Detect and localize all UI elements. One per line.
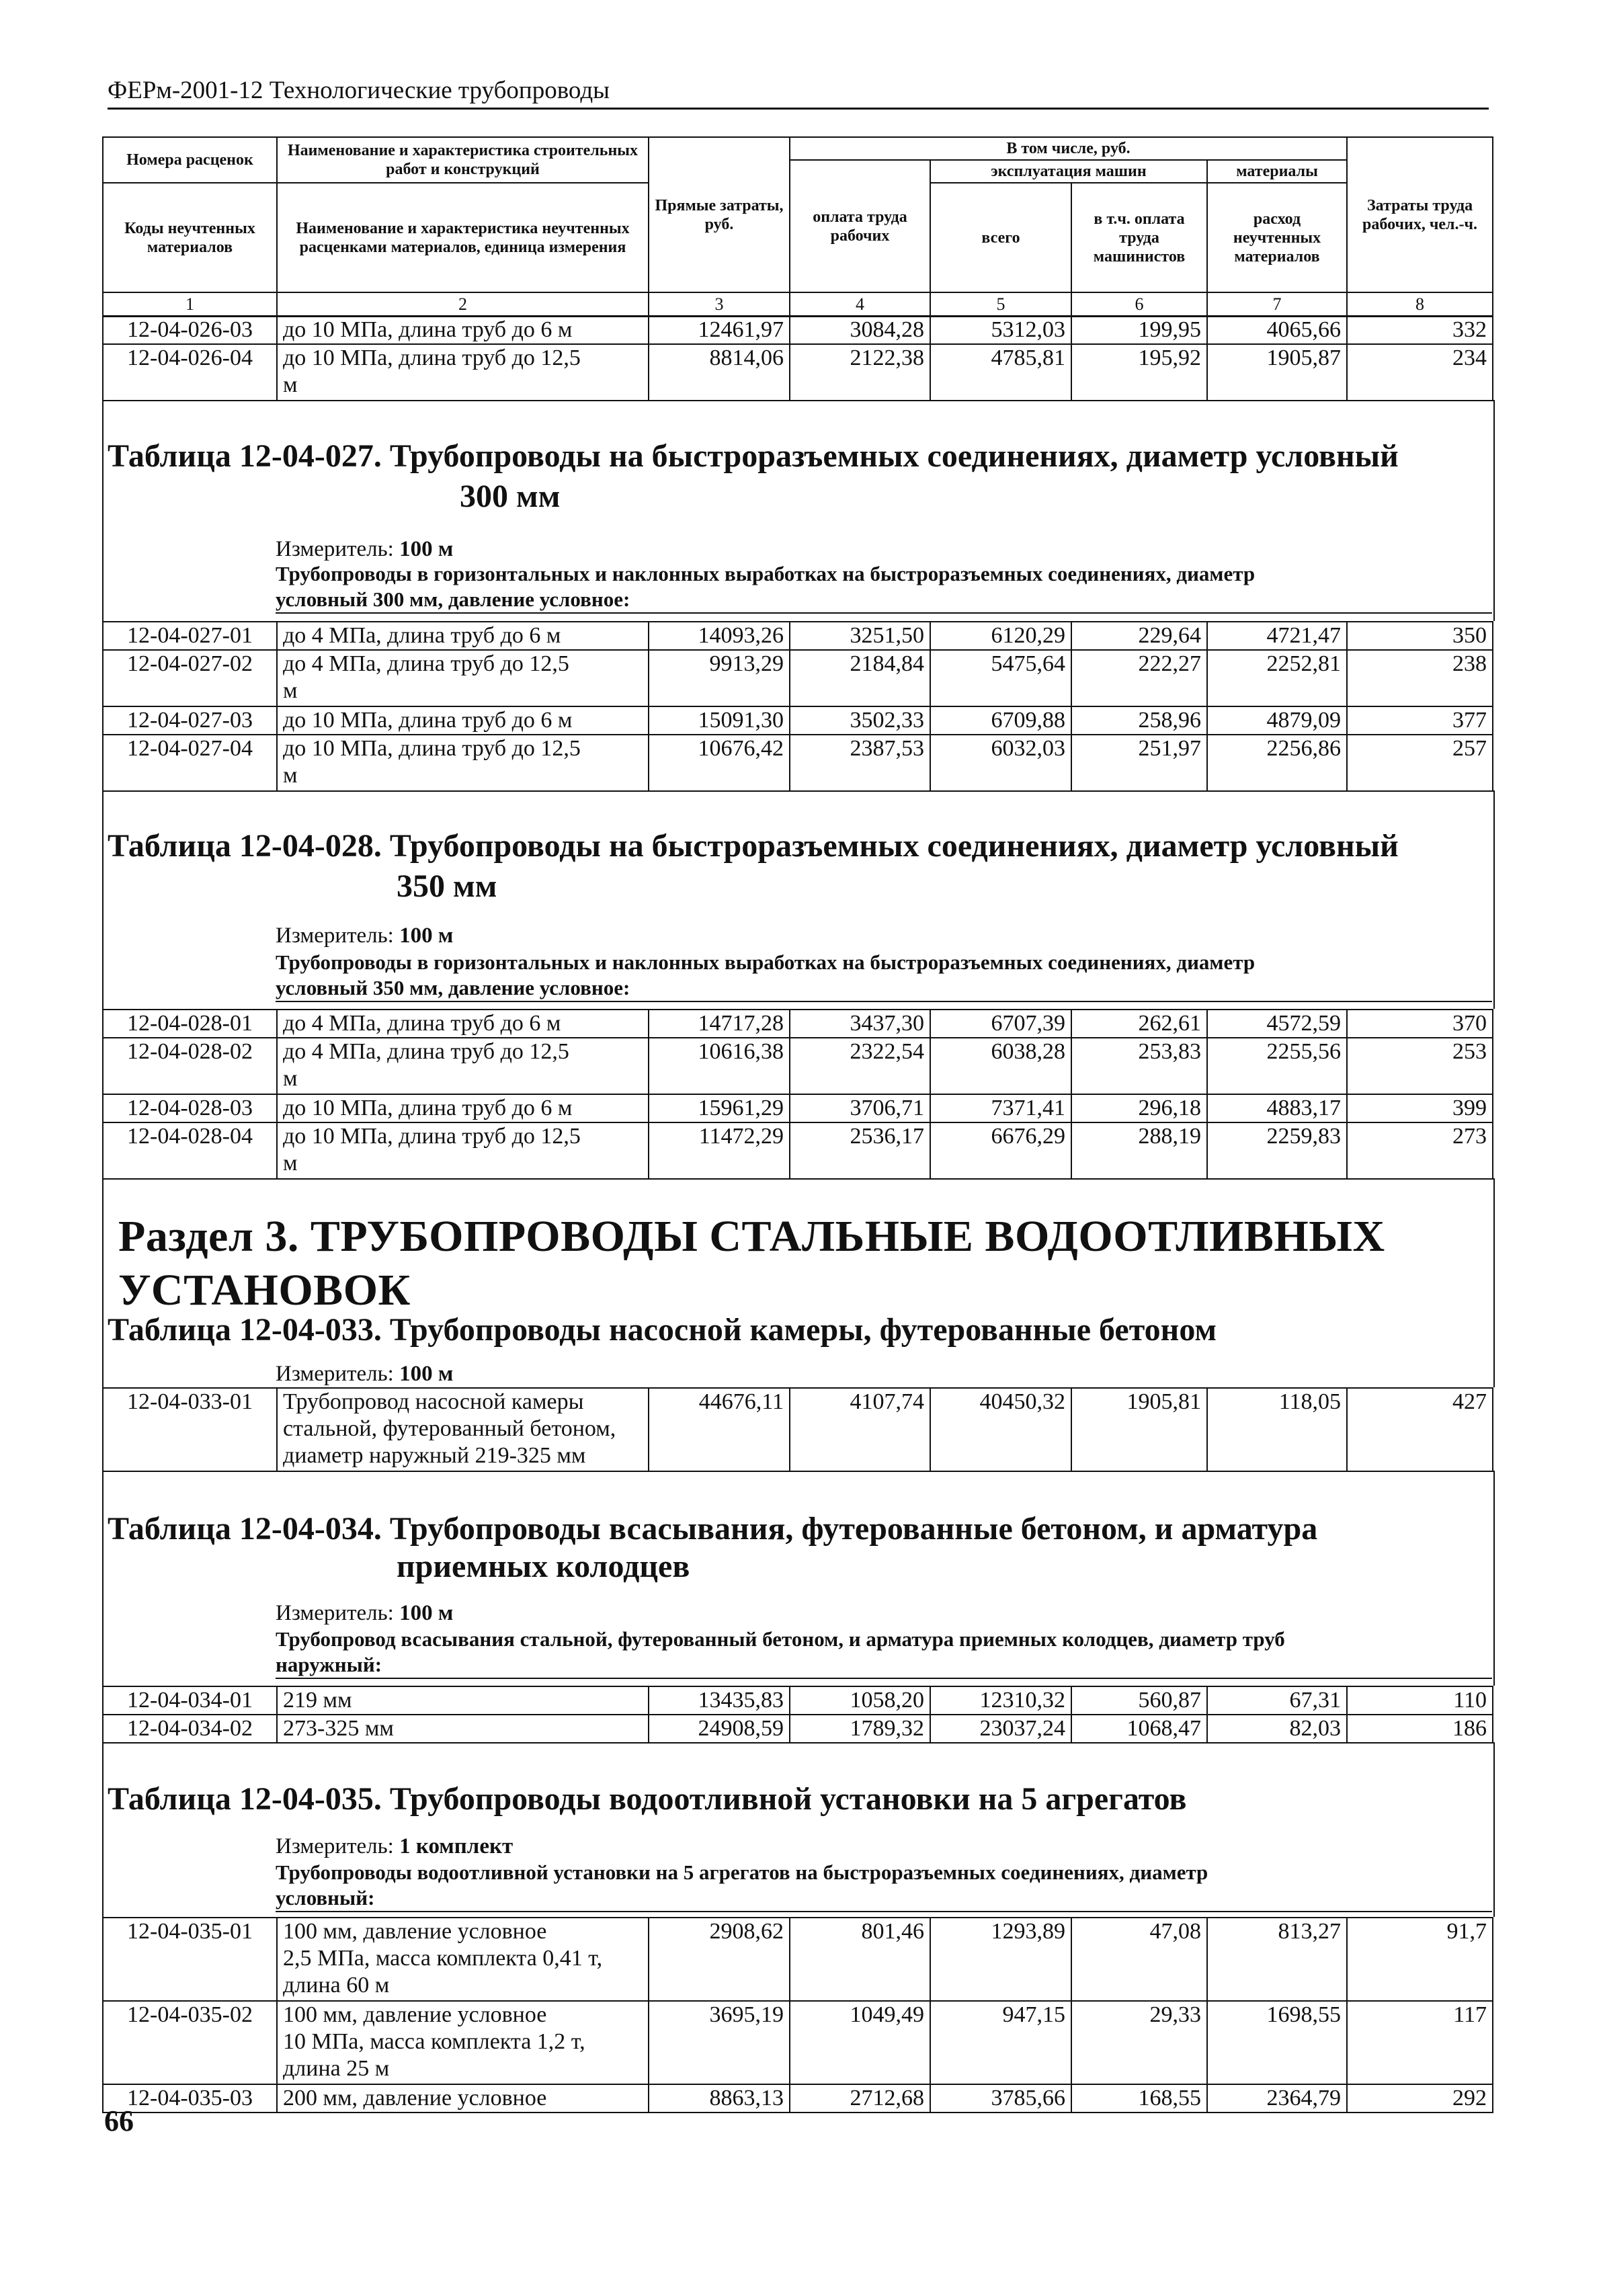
machines-total: 40450,32 <box>930 1388 1071 1471</box>
labor-pay: 1789,32 <box>790 1715 930 1743</box>
rate-code: 12-04-034-02 <box>103 1715 277 1743</box>
machinists-pay: 222,27 <box>1071 650 1207 706</box>
labor-pay: 3437,30 <box>790 1010 930 1038</box>
labor-hours: 117 <box>1347 2001 1493 2084</box>
table-row <box>103 2001 1493 2084</box>
machines-total: 12310,32 <box>930 1686 1071 1715</box>
section-heading: Раздел 3. ТРУБОПРОВОДЫ СТАЛЬНЫЕ ВОДООТЛИВНЫХ УСТАНОВОК <box>118 1212 1385 1315</box>
header-index: 8 <box>1347 292 1493 317</box>
table-row <box>103 650 1493 706</box>
machines-total: 5312,03 <box>930 316 1071 344</box>
machines-total: 6032,03 <box>930 735 1071 791</box>
direct-costs: 11472,29 <box>649 1122 790 1179</box>
measure-unit: Измеритель: 1 комплект <box>276 1834 513 1858</box>
labor-hours: 91,7 <box>1347 1918 1493 2001</box>
header-index: 1 <box>103 292 277 317</box>
header-index: 4 <box>790 292 930 317</box>
table-row <box>103 706 1493 735</box>
header-index: 3 <box>649 292 790 317</box>
measure-unit: Измеритель: 100 м <box>276 537 454 561</box>
direct-costs: 14717,28 <box>649 1010 790 1038</box>
header-materials: материалы <box>1207 160 1347 183</box>
materials: 2252,81 <box>1207 650 1347 706</box>
rate-description: 100 мм, давление условное 10 МПа, масса комплекта 1,2 т, длина 25 м <box>277 2001 649 2084</box>
labor-pay: 2387,53 <box>790 735 930 791</box>
measure-unit: Измеритель: 100 м <box>276 1601 454 1625</box>
labor-hours: 332 <box>1347 316 1493 344</box>
table-row <box>103 1094 1493 1122</box>
direct-costs: 12461,97 <box>649 316 790 344</box>
rate-description: до 10 МПа, длина труб до 6 м <box>277 1094 649 1122</box>
rate-description: 200 мм, давление условное <box>277 2084 649 2113</box>
rate-description: Трубопровод насосной камеры стальной, футерованный бетоном, диаметр наружный 219-325 мм <box>277 1388 649 1471</box>
rate-code: 12-04-027-01 <box>103 622 277 650</box>
header-direct-costs: Прямые затраты, руб. <box>649 137 790 292</box>
machines-total: 7371,41 <box>930 1094 1071 1122</box>
measure-unit: Измеритель: 100 м <box>276 1362 454 1386</box>
header-incl: В том числе, руб. <box>790 137 1347 160</box>
direct-costs: 15961,29 <box>649 1094 790 1122</box>
header-incl-machinists: в т.ч. оплата труда машинистов <box>1071 183 1207 292</box>
materials: 118,05 <box>1207 1388 1347 1471</box>
rate-description: 219 мм <box>277 1686 649 1715</box>
labor-pay: 4107,74 <box>790 1388 930 1471</box>
materials: 4065,66 <box>1207 316 1347 344</box>
header-name-top: Наименование и характеристика строительных работ и конструкций <box>277 137 649 183</box>
rate-description: до 4 МПа, длина труб до 6 м <box>277 1010 649 1038</box>
table-row <box>103 1918 1493 2001</box>
labor-hours: 292 <box>1347 2084 1493 2113</box>
rate-code: 12-04-027-02 <box>103 650 277 706</box>
header-labor-cost: Затраты труда рабочих, чел.-ч. <box>1347 137 1493 292</box>
rate-description: до 10 МПа, длина труб до 6 м <box>277 706 649 735</box>
rate-code: 12-04-028-01 <box>103 1010 277 1038</box>
header-codes-top: Номера расценок <box>103 137 277 183</box>
header-machines: эксплуатация машин <box>930 160 1207 183</box>
rate-description: до 10 МПа, длина труб до 6 м <box>277 316 649 344</box>
table-row <box>103 1010 1493 1038</box>
materials: 1905,87 <box>1207 344 1347 401</box>
labor-hours: 427 <box>1347 1388 1493 1471</box>
table-title: Таблица 12-04-028. Трубопроводы на быстроразъемных соединениях, диаметр условный <box>108 828 1399 864</box>
machinists-pay: 199,95 <box>1071 316 1207 344</box>
materials: 2364,79 <box>1207 2084 1347 2113</box>
page-title: ФЕРм-2001-12 Технологические трубопроводы <box>108 75 1489 110</box>
group-description: Трубопроводы в горизонтальных и наклонных выработках на быстроразъемных соединениях, диаметр условный 300 мм, давление условное: <box>276 561 1492 614</box>
table-title: Таблица 12-04-035. Трубопроводы водоотливной установки на 5 агрегатов <box>108 1781 1187 1817</box>
table-row <box>103 1038 1493 1094</box>
labor-hours: 238 <box>1347 650 1493 706</box>
rate-code: 12-04-028-03 <box>103 1094 277 1122</box>
header-index: 6 <box>1071 292 1207 317</box>
rate-code: 12-04-028-02 <box>103 1038 277 1094</box>
materials: 4883,17 <box>1207 1094 1347 1122</box>
table-12-04-033 <box>102 1387 1493 1472</box>
direct-costs: 10616,38 <box>649 1038 790 1094</box>
machinists-pay: 253,83 <box>1071 1038 1207 1094</box>
direct-costs: 13435,83 <box>649 1686 790 1715</box>
table-12-04-028 <box>102 1009 1493 1180</box>
table-12-04-034 <box>102 1686 1493 1744</box>
direct-costs: 8863,13 <box>649 2084 790 2113</box>
table-row <box>103 2084 1493 2113</box>
materials: 4721,47 <box>1207 622 1347 650</box>
machines-total: 6676,29 <box>930 1122 1071 1179</box>
rate-code: 12-04-035-03 <box>103 2084 277 2113</box>
labor-hours: 186 <box>1347 1715 1493 1743</box>
header-total: всего <box>930 183 1071 292</box>
machines-total: 4785,81 <box>930 344 1071 401</box>
labor-hours: 253 <box>1347 1038 1493 1094</box>
table-title-cont: приемных колодцев <box>397 1549 690 1584</box>
header-unaccounted: расход неучтенных материалов <box>1207 183 1347 292</box>
labor-pay: 1049,49 <box>790 2001 930 2084</box>
table-title: Таблица 12-04-033. Трубопроводы насосной камеры, футерованные бетоном <box>108 1312 1217 1348</box>
machinists-pay: 229,64 <box>1071 622 1207 650</box>
labor-pay: 2536,17 <box>790 1122 930 1179</box>
machines-total: 23037,24 <box>930 1715 1071 1743</box>
table-row <box>103 316 1493 344</box>
rate-code: 12-04-027-03 <box>103 706 277 735</box>
machinists-pay: 251,97 <box>1071 735 1207 791</box>
table-title-cont: 300 мм <box>460 479 561 514</box>
direct-costs: 9913,29 <box>649 650 790 706</box>
labor-pay: 2322,54 <box>790 1038 930 1094</box>
materials: 2259,83 <box>1207 1122 1347 1179</box>
labor-pay: 3084,28 <box>790 316 930 344</box>
materials: 2255,56 <box>1207 1038 1347 1094</box>
machines-total: 6707,39 <box>930 1010 1071 1038</box>
rate-code: 12-04-033-01 <box>103 1388 277 1471</box>
header-index: 2 <box>277 292 649 317</box>
rate-description: до 10 МПа, длина труб до 12,5 м <box>277 735 649 791</box>
materials: 2256,86 <box>1207 735 1347 791</box>
direct-costs: 8814,06 <box>649 344 790 401</box>
header-index: 7 <box>1207 292 1347 317</box>
labor-pay: 3502,33 <box>790 706 930 735</box>
table-row <box>103 344 1493 401</box>
direct-costs: 3695,19 <box>649 2001 790 2084</box>
table-12-04-035 <box>102 1917 1493 2113</box>
rate-code: 12-04-026-03 <box>103 316 277 344</box>
table-row <box>103 1122 1493 1179</box>
machinists-pay: 560,87 <box>1071 1686 1207 1715</box>
header-codes-bottom: Коды неучтенных материалов <box>103 183 277 292</box>
materials: 4879,09 <box>1207 706 1347 735</box>
machinists-pay: 262,61 <box>1071 1010 1207 1038</box>
rate-code: 12-04-035-01 <box>103 1918 277 2001</box>
machines-total: 6709,88 <box>930 706 1071 735</box>
page-number: 66 <box>104 2104 134 2137</box>
labor-pay: 2122,38 <box>790 344 930 401</box>
direct-costs: 24908,59 <box>649 1715 790 1743</box>
labor-hours: 377 <box>1347 706 1493 735</box>
table-row <box>103 1715 1493 1743</box>
group-description: Трубопроводы водоотливной установки на 5 агрегатов на быстроразъемных соединениях, диаметр условный: <box>276 1860 1492 1912</box>
machines-total: 6038,28 <box>930 1038 1071 1094</box>
materials: 67,31 <box>1207 1686 1347 1715</box>
labor-pay: 2184,84 <box>790 650 930 706</box>
materials: 4572,59 <box>1207 1010 1347 1038</box>
measure-unit: Измеритель: 100 м <box>276 924 454 948</box>
labor-hours: 273 <box>1347 1122 1493 1179</box>
rate-description: до 10 МПа, длина труб до 12,5 м <box>277 1122 649 1179</box>
table-title: Таблица 12-04-027. Трубопроводы на быстроразъемных соединениях, диаметр условный <box>108 438 1399 474</box>
rate-description: до 4 МПа, длина труб до 12,5 м <box>277 1038 649 1094</box>
rate-description: до 4 МПа, длина труб до 12,5 м <box>277 650 649 706</box>
machinists-pay: 258,96 <box>1071 706 1207 735</box>
table-row <box>103 735 1493 791</box>
machinists-pay: 195,92 <box>1071 344 1207 401</box>
machines-total: 5475,64 <box>930 650 1071 706</box>
labor-hours: 234 <box>1347 344 1493 401</box>
labor-hours: 110 <box>1347 1686 1493 1715</box>
direct-costs: 14093,26 <box>649 622 790 650</box>
labor-pay: 3251,50 <box>790 622 930 650</box>
direct-costs: 2908,62 <box>649 1918 790 2001</box>
labor-pay: 2712,68 <box>790 2084 930 2113</box>
rate-code: 12-04-026-04 <box>103 344 277 401</box>
machines-total: 1293,89 <box>930 1918 1071 2001</box>
machinists-pay: 29,33 <box>1071 2001 1207 2084</box>
group-description: Трубопровод всасывания стальной, футерованный бетоном, и арматура приемных колодцев, диаметр труб наружный: <box>276 1627 1492 1679</box>
table-row <box>103 1388 1493 1471</box>
table-row <box>103 1686 1493 1715</box>
machinists-pay: 47,08 <box>1071 1918 1207 2001</box>
rate-description: до 10 МПа, длина труб до 12,5 м <box>277 344 649 401</box>
header-labor-pay: оплата труда рабочих <box>790 160 930 292</box>
machinists-pay: 1068,47 <box>1071 1715 1207 1743</box>
machines-total: 6120,29 <box>930 622 1071 650</box>
machinists-pay: 288,19 <box>1071 1122 1207 1179</box>
rate-code: 12-04-028-04 <box>103 1122 277 1179</box>
rate-code: 12-04-034-01 <box>103 1686 277 1715</box>
materials: 1698,55 <box>1207 2001 1347 2084</box>
labor-hours: 350 <box>1347 622 1493 650</box>
header-name-bottom: Наименование и характеристика неучтенных расценками материалов, единица измерения <box>277 183 649 292</box>
direct-costs: 44676,11 <box>649 1388 790 1471</box>
machinists-pay: 168,55 <box>1071 2084 1207 2113</box>
labor-pay: 3706,71 <box>790 1094 930 1122</box>
rate-description: 273-325 мм <box>277 1715 649 1743</box>
direct-costs: 15091,30 <box>649 706 790 735</box>
table-row <box>103 622 1493 650</box>
materials: 82,03 <box>1207 1715 1347 1743</box>
table-title: Таблица 12-04-034. Трубопроводы всасывания, футерованные бетоном, и арматура <box>108 1511 1318 1547</box>
rate-description: 100 мм, давление условное 2,5 МПа, масса комплекта 0,41 т, длина 60 м <box>277 1918 649 2001</box>
materials: 813,27 <box>1207 1918 1347 2001</box>
labor-pay: 1058,20 <box>790 1686 930 1715</box>
header-table <box>102 136 1493 317</box>
labor-hours: 257 <box>1347 735 1493 791</box>
table-12-04-026-rows <box>102 315 1493 401</box>
table-12-04-027 <box>102 621 1493 792</box>
group-description: Трубопроводы в горизонтальных и наклонных выработках на быстроразъемных соединениях, диаметр условный 350 мм, давление условное: <box>276 950 1492 1002</box>
rate-description: до 4 МПа, длина труб до 6 м <box>277 622 649 650</box>
labor-hours: 370 <box>1347 1010 1493 1038</box>
machinists-pay: 1905,81 <box>1071 1388 1207 1471</box>
machinists-pay: 296,18 <box>1071 1094 1207 1122</box>
rate-code: 12-04-027-04 <box>103 735 277 791</box>
direct-costs: 10676,42 <box>649 735 790 791</box>
labor-pay: 801,46 <box>790 1918 930 2001</box>
header-index: 5 <box>930 292 1071 317</box>
table-title-cont: 350 мм <box>397 868 497 904</box>
rate-code: 12-04-035-02 <box>103 2001 277 2084</box>
labor-hours: 399 <box>1347 1094 1493 1122</box>
machines-total: 3785,66 <box>930 2084 1071 2113</box>
machines-total: 947,15 <box>930 2001 1071 2084</box>
